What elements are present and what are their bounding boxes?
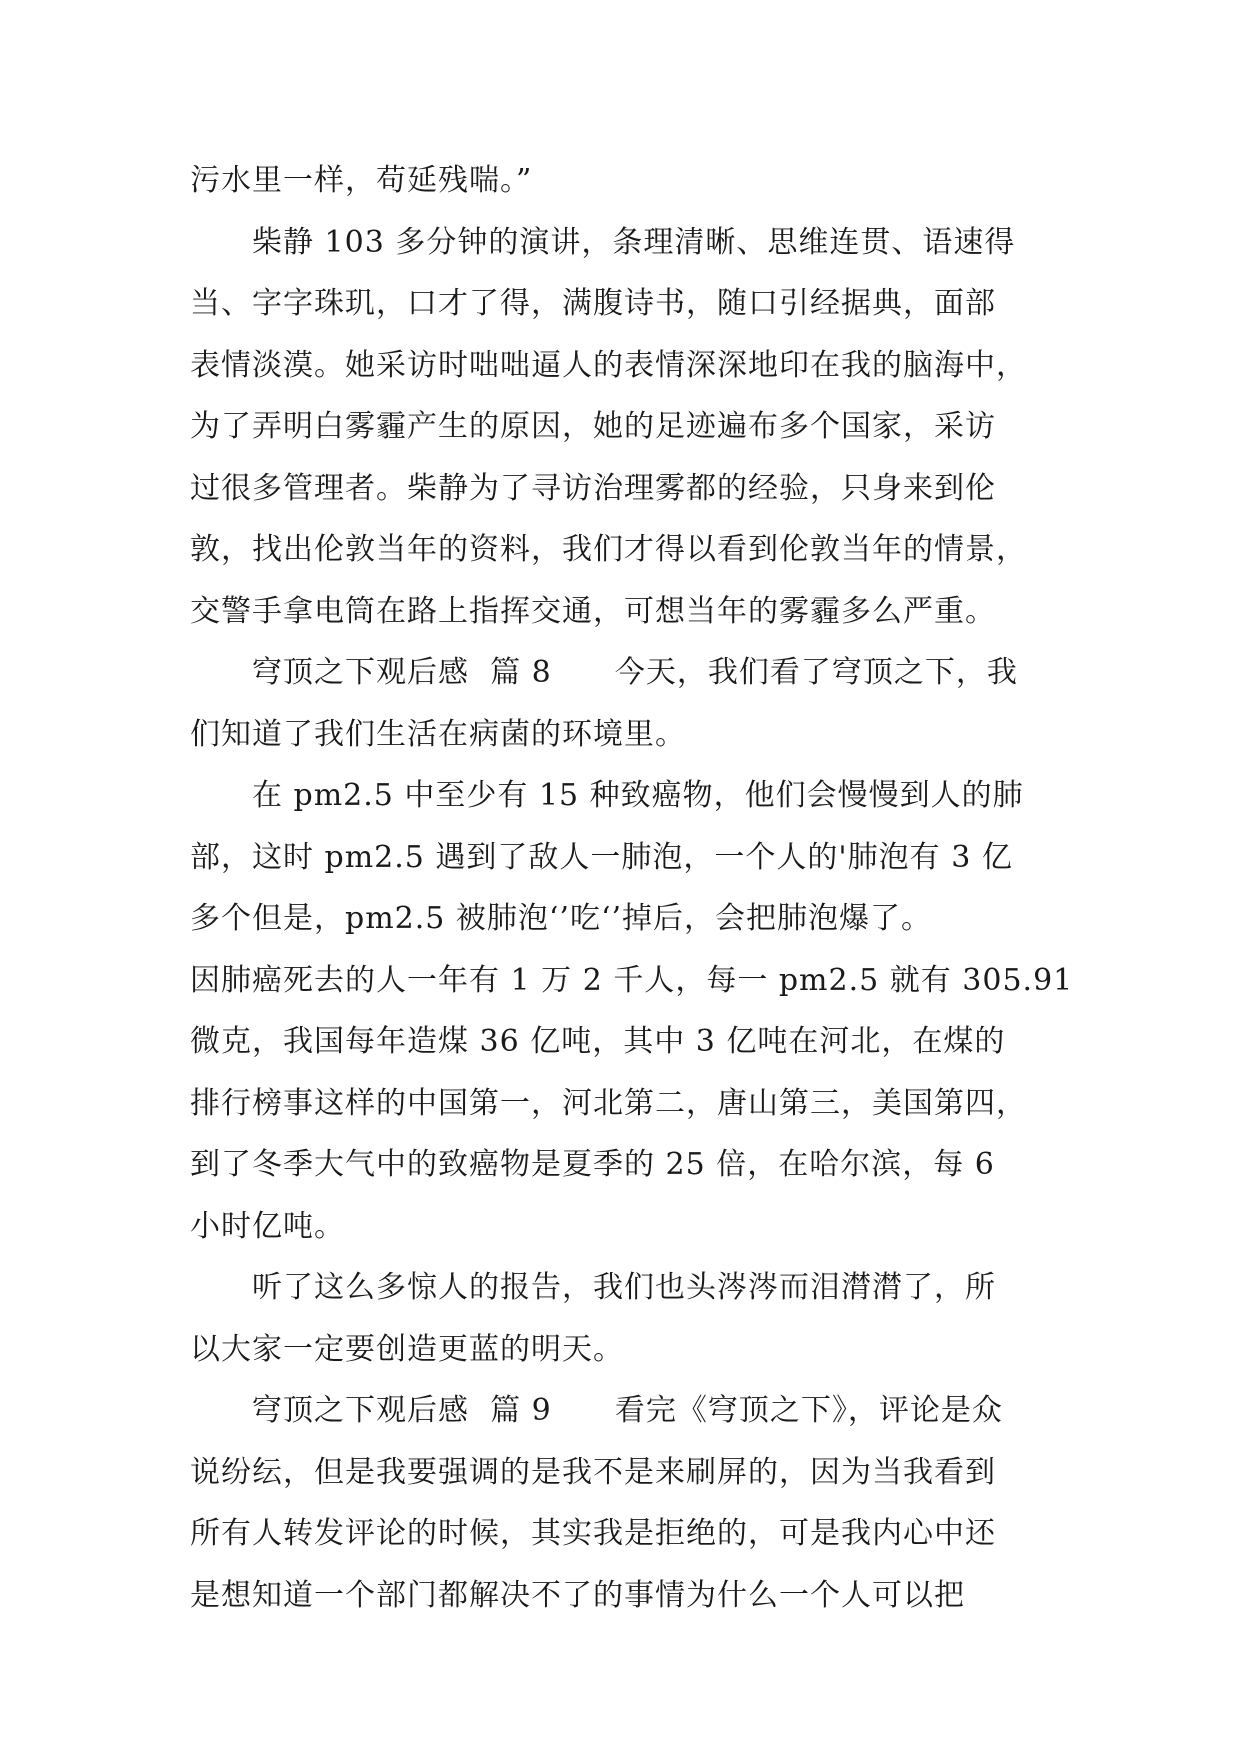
text-line: 多个但是，pm2.5 被肺泡‘’吃‘’掉后，会把肺泡爆了。	[190, 901, 933, 936]
text-line: 柴静 103 多分钟的演讲，条理清晰、思维连贯、语速得	[252, 224, 1016, 260]
text-line: 们知道了我们生活在病菌的环境里。	[190, 716, 686, 752]
text-line: 部，这时 pm2.5 遇到了敌人一肺泡，一个人的'肺泡有 3 亿	[190, 839, 1013, 875]
body-text	[190, 150, 1074, 1626]
text-line: 因肺癌死去的人一年有 1 万 2 千人，每一 pm2.5 就有 305.91	[190, 962, 1074, 998]
text-line: 表情淡漠。她采访时咄咄逼人的表情深深地印在我的脑海中，	[190, 347, 1027, 383]
text-line: 听了这么多惊人的报告，我们也头涔涔而泪潸潸了，所	[252, 1270, 996, 1305]
text-line: 在 pm2.5 中至少有 15 种致癌物，他们会慢慢到人的肺	[252, 778, 1024, 813]
text-line: 当、字字珠玑，口才了得，满腹诗书，随口引经据典，面部	[190, 286, 996, 321]
text-line: 污水里一样，苟延残喘。”	[190, 163, 533, 198]
text-line: 以大家一定要创造更蓝的明天。	[190, 1331, 624, 1367]
text-line: 交警手拿电筒在路上指挥交通，可想当年的雾霾多么严重。	[190, 593, 996, 629]
text-line: 说纷纭，但是我要强调的是我不是来刷屏的，因为当我看到	[190, 1454, 996, 1490]
text-line: 小时亿吨。	[190, 1208, 345, 1244]
text-line: 微克，我国每年造煤 36 亿吨，其中 3 亿吨在河北，在煤的	[190, 1024, 1006, 1059]
section-heading-line: 穹顶之下观后感 篇 9 看完《穹顶之下》，评论是众	[252, 1393, 1003, 1428]
text-line: 所有人转发评论的时候，其实我是拒绝的，可是我内心中还	[190, 1516, 996, 1551]
text-line: 是想知道一个部门都解决不了的事情为什么一个人可以把	[190, 1577, 965, 1613]
section-heading-line: 穹顶之下观后感 篇 8 今天，我们看了穹顶之下，我	[252, 655, 1018, 690]
text-line: 排行榜事这样的中国第一，河北第二，唐山第三，美国第四，	[190, 1085, 1027, 1121]
text-line: 过很多管理者。柴静为了寻访治理雾都的经验，只身来到伦	[190, 470, 996, 506]
text-line: 敦，找出伦敦当年的资料，我们才得以看到伦敦当年的情景，	[190, 532, 1027, 567]
text-line: 到了冬季大气中的致癌物是夏季的 25 倍，在哈尔滨，每 6	[190, 1147, 995, 1182]
text-line: 为了弄明白雾霾产生的原因，她的足迹遍布多个国家，采访	[190, 409, 996, 444]
